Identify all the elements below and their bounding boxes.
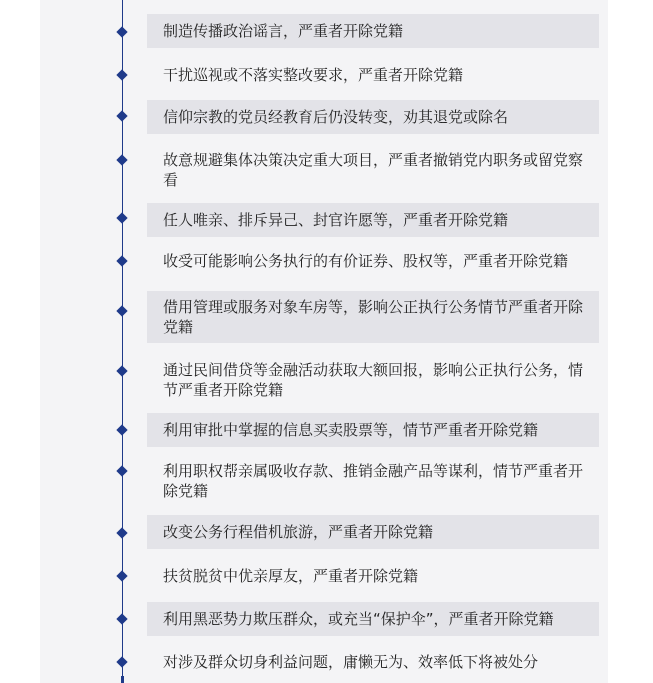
list-item-text: 通过民间借贷等金融活动获取大额回报，影响公正执行公务，情节严重者开除党籍: [163, 361, 584, 399]
list-item-text: 制造传播政治谣言，严重者开除党籍: [147, 14, 599, 48]
list-item-text: 借用管理或服务对象车房等，影响公正执行公务情节严重者开除党籍: [147, 291, 599, 343]
list-item-text: 任人唯亲、排斥异己、封官许愿等，严重者开除党籍: [147, 203, 599, 237]
list-item-text: 对涉及群众切身利益问题，庸懒无为、效率低下将被处分: [163, 653, 539, 671]
diamond-bullet-icon: [116, 424, 127, 435]
list-item-text: 改变公务行程借机旅游，严重者开除党籍: [147, 515, 599, 549]
list-item-text: 利用黑恶势力欺压群众，或充当“保护伞”，严重者开除党籍: [147, 602, 599, 636]
diamond-bullet-icon: [116, 69, 127, 80]
diamond-bullet-icon: [116, 212, 127, 223]
diamond-bullet-icon: [116, 613, 127, 624]
list-item-text: 干扰巡视或不落实整改要求，严重者开除党籍: [163, 66, 464, 84]
diamond-bullet-icon: [116, 465, 127, 476]
timeline-end-marker: [121, 676, 124, 683]
diamond-bullet-icon: [116, 570, 127, 581]
list-item-text: 扶贫脱贫中优亲厚友，严重者开除党籍: [163, 567, 419, 585]
diamond-bullet-icon: [116, 365, 127, 376]
diamond-bullet-icon: [116, 255, 127, 266]
diamond-bullet-icon: [116, 154, 127, 165]
diamond-bullet-icon: [116, 305, 127, 316]
diamond-bullet-icon: [116, 26, 127, 37]
list-item-text: 利用职权帮亲属吸收存款、推销金融产品等谋利，情节严重者开除党籍: [163, 462, 584, 500]
list-item-text: 收受可能影响公务执行的有价证券、股权等，严重者开除党籍: [163, 252, 569, 270]
diamond-bullet-icon: [116, 656, 127, 667]
diamond-bullet-icon: [116, 527, 127, 538]
list-item-text: 利用审批中掌握的信息买卖股票等，情节严重者开除党籍: [147, 413, 599, 447]
diamond-bullet-icon: [116, 110, 127, 121]
list-item-text: 故意规避集体决策决定重大项目，严重者撤销党内职务或留党察看: [163, 151, 584, 189]
list-item-text: 信仰宗教的党员经教育后仍没转变，劝其退党或除名: [147, 100, 599, 134]
